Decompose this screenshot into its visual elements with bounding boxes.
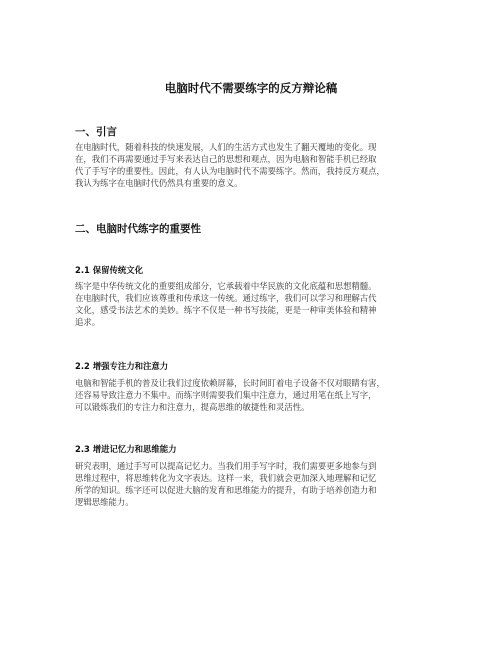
paragraph-line: 逻辑思维能力。 [75,497,134,508]
section-heading-importance: 二、电脑时代练字的重要性 [75,223,201,235]
paragraph-line: 还容易导致注意力不集中。而练字则需要我们集中注意力，通过用笔在纸上写字， [75,390,377,401]
traditional-culture-paragraph [75,280,435,328]
paragraph-line: 在电脑时代，我们应该尊重和传承这一传统。通过练字，我们可以学习和理解古代 [75,293,377,304]
focus-paragraph [75,377,435,413]
paragraph-line: 研究表明，通过手写可以提高记忆力。当我们用手写字时，我们需要更多地参与到 [75,461,377,471]
subsection-heading-focus: 2.2 增强专注力和注意力 [75,361,169,371]
paragraph-line: 所学的知识。练字还可以促进大脑的发育和思维能力的提升，有助于培养创造力和 [75,485,377,496]
paragraph-line: 电脑和智能手机的普及让我们过度依赖屏幕，长时间盯着电子设备不仅对眼睛有害， [75,378,385,388]
introduction-paragraph [75,141,435,189]
paragraph-line: 追求。 [75,317,101,328]
paragraph-line: 思维过程中，将思维转化为文字表达。这样一来，我们就会更加深入地理解和记忆 [75,473,377,484]
document-title: 电脑时代不需要练字的反方辩论稿 [164,81,338,95]
paragraph-line: 可以锻炼我们的专注力和注意力，提高思维的敏捷性和灵活性。 [75,402,310,413]
paragraph-line: 代了手写字的重要性。因此，有人认为电脑时代不需要练字。然而，我持反方观点， [75,166,385,177]
paragraph-line: 我认为练字在电脑时代仍然具有重要的意义。 [75,178,243,189]
subsection-heading-traditional-culture: 2.1 保留传统文化 [75,265,144,275]
paragraph-line: 练字是中华传统文化的重要组成部分，它承载着中华民族的文化底蕴和思想精髓。 [75,281,377,291]
memory-paragraph [75,460,435,508]
section-heading-introduction: 一、引言 [75,126,117,138]
subsection-heading-memory: 2.3 增进记忆力和思维能力 [75,444,177,454]
paragraph-line: 在电脑时代，随着科技的快速发展，人们的生活方式也发生了翻天覆地的变化。现 [75,142,377,152]
paragraph-line: 在，我们不再需要通过手写来表达自己的思想和观点，因为电脑和智能手机已经取 [75,154,377,165]
paragraph-line: 文化，感受书法艺术的美妙。练字不仅是一种书写技能，更是一种审美体验和精神 [75,305,377,316]
